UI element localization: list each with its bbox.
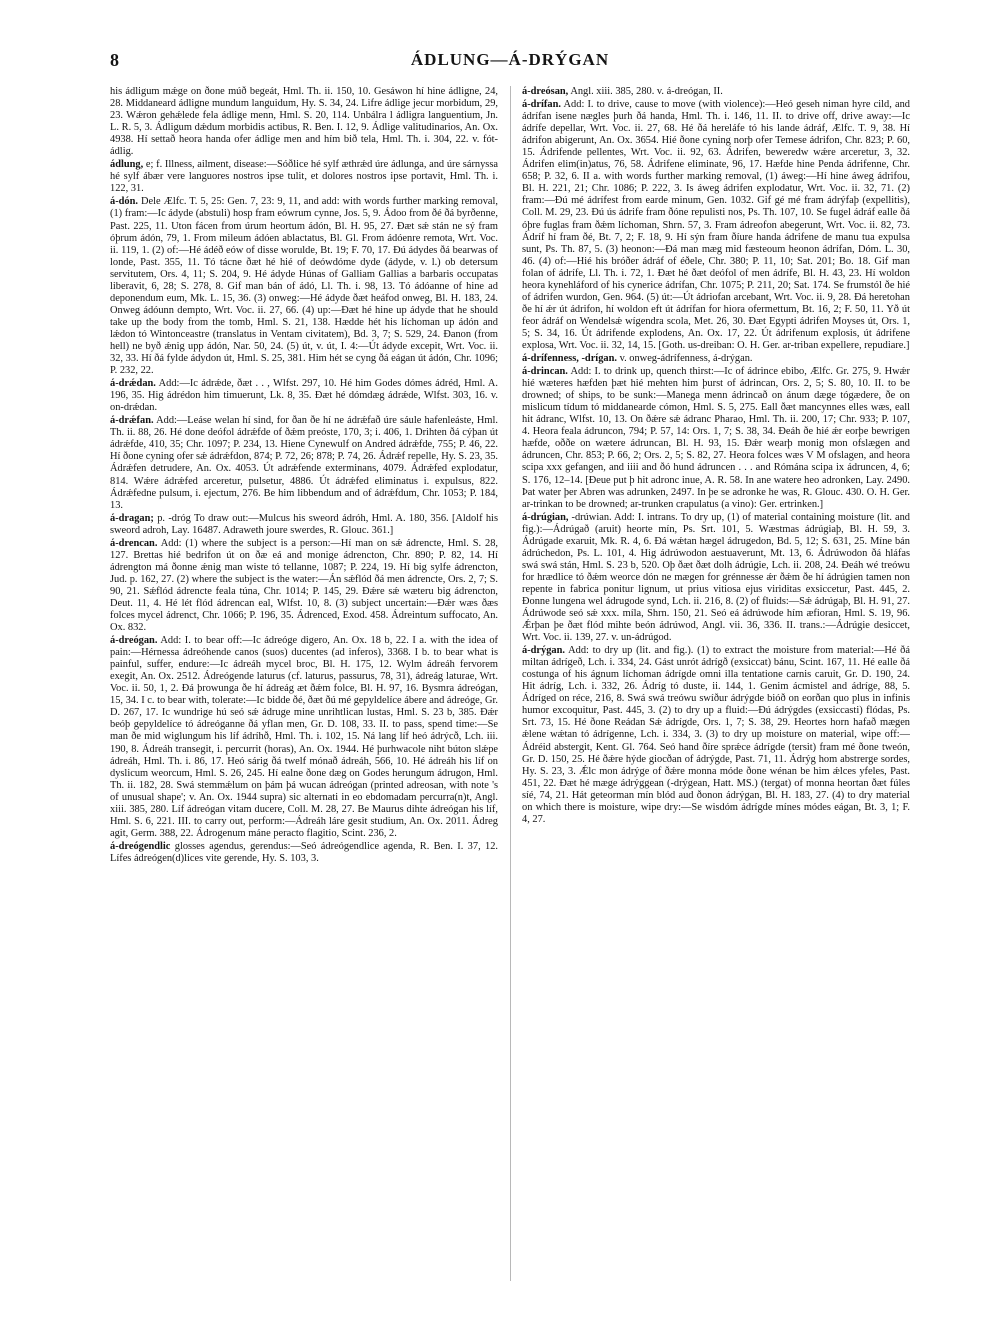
entry-headword: á-drǽdan. [110,378,156,390]
entry-text: Dele Ælfc. T. 5, 25: Gen. 7, 23: 9, 11, and add: with words further marking removal, (1) fram:—Ic ádyde (abstuli) hosp fram eówrum cynne, Jos. 5, 9. Ádoo from ðé ðá byrðenne, Past. 225, 11. Uton fácen from úrum heortum ádón, Bl. H. 95, 27. Ðæt sǽ stán ne sý fram óþrum ádón, 79, 1. From mileum ádóen ablactatus, Bl. Gl. From ádóenre remota, Wrt. Voc. ii. 119, 1. (2) of:—Hé ádéð eów of disse worulde, Bt. 19; F. 70, 17. Ðú ádydes ðá bearwas of londe, Past. 355, 11. Tó tácne ðæt hé hié of deówdóme dyde (ádyde, v. l.) ob detersum servitutem, Ors. 4, 11; S. 204, 9. Hé ádyde Húnas of Galliam Gallias a barbaris occupatas liberavit, 6, 28; S. 278, 8. Gif man bán of ádó, Ll. Th. i. 98, 13. Tó ádóanne of hine ad deponendum eum, Mk. L. 15, 36. (3) onweg:—Hé ádyde ðæt heáfod onweg, Bl. H. 183, 24. Onweg ádóunn dempto, Wrt. Voc. ii. 27, 66. (4) up:—Ðæt hé hine up ádyde that he should take up the body from the tomb, Hml. S. 21, 138. Hædde hét his líchoman up ádón and lǽdon tó Wintonceastre (translatus in Ventam civitatem), Bd. 3, 7; S. 529, 24. Ðanon (from hell) ne byð ǽnig upp ádón, Nar. 50, 24. (5) út, v. út, I. 4:—Út ádyde excepit, Wrt. Voc. ii. 32, 33. Hí ðá fylde ádydon út, Hml. S. 25, 381. Him hét se cyng ðá eágan út ádón, Chr. 1096; P. 232, 22. [110,196,498,377]
entry-headword: á-drúgian, [522,511,569,523]
right-column [522,86,910,1296]
dictionary-entry [110,196,498,377]
entry-text: Add: (1) where the subject is a person:—Hí man on sǽ ádrencte, Hml. S. 28, 127. Brettas hié bedrifon út on ðæ eá and monige ádrencton, Chr. 890; P. 82, 14. Hí ádrengton má ðonne ǽnig man wiste tó tellanne, 1087; P. 224, 19. Hí big sylfe ádrencton, Jud. p. 162, 27. (2) where the subject is the water:—Án sǽflód ðá men ádrencte, Ors. 2, 7; S. 90, 21. Sǽflód ádrencte feala túna, Chr. 1014; P. 145, 29. Ðǽre sǽ wæteru big ádrencton, Deut. 11, 4. Hé lét flód ádrencan eal, Wlfst. 10, 8. (3) subject uncertain:—Ðǽr wæs ðæs folces mycel ádrenct, Chr. 1066; P. 196, 35. Ádrenced, Exod. 458. Ádreintum suffocato, An. Ox. 832. [110,537,498,634]
dictionary-entry [522,99,910,352]
entry-text: Add: I. to bear off:—Ic ádreóge digero, An. Ox. 18 b, 22. I a. with the idea of pain:—Hérnessa ádreóhende canos (suos) ducentes (ad inferos), 3368. I b. to bear what is painful, suffer, endure:—Ic ádreáh mycel broc, Bl. H. 175, 12. Wylm ádreáh fervorem exegit, An. Ox. 2512. Ádreógende laturus (cf. laturus, passurus, 78, 31), ádreág laturae, Wrt. Voc. ii. 50, 1, 2. Ðá þrowunga ðe hí ádreág æt ðǽm folce, Bl. H. 97, 16. Bysmra ádreógan, 15, 34. I c. to bear with, tolerate:—Ic bidde ðé, ðæt ðú mé gepyldelíce ábere and ádreóge, Gr. D. 267, 17. Ic wundrige hú seó sǽ ádruge mine unrihtlican lustas, Hml. S. 23 b, 385. Ðǽr beóþ gepyldelíce tó ádreóganne ðá yflan men, Gr. D. 108, 33. II. to pass, spend time:—Se man ðe mid wiglungum his líf ádríhð, Hml. Th. i. 102, 15. Ná lang líf heó ádrýcð, Lch. iii. 190, 8. Ádreáh transegit, i. percurrit (horas), An. Ox. 1944. Hé þurhwacole niht búton slǽpe ádreáh, Hml. Th. i. 86, 17. Heó sárig ðá twelf mónað ádreáh, 566, 10. Hé ádreáh his líf on dyslicum weorcum, Hml. S. 26, 245. Hí ealne ðone dæg on Godes herungum ádrugon, Hml. Th. ii. 182, 28. Swá stemmǽlum on þám þá wucan ádreógan (printed adreosan, with note 's of unusual shape'; v. An. Ox. 1944 supra) sic alternati in eo ebdomadam percurra(n)t, Angl. xiii. 385, 280. Líf ádreógan vitam ducere, Coll. M. 28, 27. Be Maurus dihte ádreógan his líf, Hml. S. 6, 221. III. to carry out, perform:—Ádreáh láre gesit studium, An. Ox. 2011. Ádreg agit, Germ. 388, 22. Ádrogenum máne peracto flagitio, Scint. 236, 2. [110,635,498,839]
entry-text: -drúwian. Add: I. intrans. To dry up, (1) of material containing moisture (lit. and fig.):—Ádrúgað (aruit) heorte mín, Ps. Srt. 101, 5. Wæstmas ádrúgiaþ, Bl. H. 59, 3. Ádrúgade exaruit, Mk. R. 4, 6. Ðá wǽtan hægel ádrugedon, Bd. 5, 12; S. 631, 25. Míne bán ádrúchedon, Ps. L. 101, 4. Hig ádrúwodon aestuaverunt, Mt. 13, 6. Ádrúwodon ðá hláfas swá swá stán, Hml. S. 23 b, 520. Oþ ðæt ðæt dolh ádrúgie, Lch. ii. 208, 24. Ðeáh wé treówu for hrædlice tó ðǽm weorce dón ne mægen for grénnesse ǽr ðǽm ðe hí ádrúgien tamen non repente in fabrica ponitur lignum, ut prius vitiosa ejus viriditas exsiccetur, Past. 445, 2. Ðonne lungena wel ádrugode synd, Lch. ii. 216, 8. (2) of fluids:—Sǽ ádrúgaþ, Bl. H. 91, 27. Ádrúwode seó sǽ xxx. míla, Shrn. 150, 21. Seó eá ádrúwode hím æfioran, Hml. S. 19, 96. Ǽrþan þe ðæt flód mihte beón ádrúwod, Angl. vii. 36, 336. II. trans.:—Ádrúgie desiccet, Wrt. Voc. ii. 139, 27. v. un-ádrúgod. [522,511,910,644]
page-number: 8 [110,50,119,70]
entry-headword: á-drífan. [522,99,561,111]
left-column [110,86,498,1296]
entry-headword: ádlung, [110,159,144,171]
entry-text: his ádligum mǽge on ðone múð begeát, Hml. Th. ii. 150, 10. Gesáwon hí hine ádligne, 24, 28. Middaneard ádligne mundum languidum, Hy. S. 34, 24. Lifre ádlige jecur morbidum, 29, 23. Wǽron gehǽlede fela ádlige menn, Hml. S. 20, 114. Unbálra l ádligra languentium, Jn. L. R. 5, 3. Ádligum dǽdum morbidis actibus, R. Ben. I. 12, 9. Ádlige valitudinarios, An. Ox. 4938. Hí settað heora handa ofer ádlige men and hím bið tela, Hml. Th. i. 304, 22. v. fót-ádlig. [110,86,498,158]
entry-headword: á-drincan. [522,366,568,378]
dictionary-entry [110,86,498,158]
entry-text: p. -dróg To draw out:—Mulcus his sweord ádróh, Hml. A. 180, 356. [Aldolf his sweord adroh, Lay. 16487. Adraweth joure swerdes, R. Glouc. 361.] [110,512,498,536]
dictionary-entry [522,86,910,98]
running-head: ÁDLUNG—Á-DRÝGAN [410,50,610,69]
entry-text: v. onweg-ádrífenness, á-drýgan. [619,353,753,365]
dictionary-entry [110,513,498,537]
entry-headword: á-drencan. [110,537,158,549]
entry-text: Angl. xiii. 385, 280. v. á-dreógan, II. [570,86,723,97]
entry-text: Add:—Leáse welan hí sind, for ðan ðe hí ne ádrǽfað úre sáule hafenleáste, Hml. Th. ii. 88, 26. Hé done deófol ádrǽfde of ðǽm preóste, 170, 3; i. 406, 1. Drihten ðá cýþan út ádrǽfde, 410, 35; Chr. 1097; P. 234, 13. Hiene Cynewulf on Andred ádrǽfde, 755; P. 46, 22. Hí ðone cyning ofer sǽ ádrǽfdon, 874; P. 72, 26; 878; P. 74, 26. Ádrǽf repelle, Hy. S. 23, 35. Ádrǽfen detrudere, An. Ox. 4053. Út adrǽfende exterminans, 4079. Ádrǽfed explodatur, 814. Wǽre ádrǽfed arceretur, pulsetur, 4886. Út ádrǽfed eliminatus i. expulsus, 822. Ádrǽfedne pulsum, i. ejectum, 276. Be him libbendum and of ádrǽfdum, Chr. 1053; P. 184, 13. [110,415,498,511]
dictionary-entry [110,538,498,634]
entry-headword: á-dreósan, [522,86,569,97]
dictionary-entry [110,635,498,840]
dictionary-entry [522,645,910,826]
entry-headword: á-dreógendlic [110,840,171,852]
entry-headword: á-drǽfan. [110,415,154,427]
entry-text: Add:—Ic ádrǽde, ðæt . . , Wlfst. 297, 10. Hé him Godes dómes ádréd, Hml. A. 196, 35. Hig ádrédon him timuerunt, Lk. 8, 35. Ðæt hé dómdæg ádrǽde, Wlfst. 303, 16. v. on-drǽdan. [110,378,498,414]
dictionary-entry [522,353,910,365]
page-header [110,50,910,74]
entry-headword: á-drýgan. [522,645,566,657]
dictionary-entry [110,378,498,414]
entry-headword: á-dón. [110,196,139,208]
dictionary-entry [522,512,910,645]
dictionary-entry [522,366,910,511]
entry-text: e; f. Illness, ailment, disease:—Sóðlice hé sylf æthrǽd úre ádlunga, and úre sárnyssa hé sylf ábær vere languores nostros ipse tulit, et dolores nostros ipse portavit, Hml. Th. i. 122, 31. [110,159,498,195]
entry-headword: á-dragan; [110,512,154,524]
dictionary-entry [110,159,498,195]
entry-headword: á-dreógan. [110,635,158,647]
entry-text: Add: I. to drive, cause to move (with violence):—Heó geseh niman hyre cild, and ádrífan isene nægles þurh ðá handa, Hml. Th. i. 146, 11. II. to drive off, drive away:—Ic ádrífe depellar, Wrt. Voc. ii. 27, 68. Hé ðá hereláfe tó his lande ádráf, Ælfc. T. 9, 38. Hí ádrifon abigerunt, An. Ox. 3654. Hié ðone cyning norþ ofer Temese ádrifon, Chr. 823; P. 60, 15. Ádrifende pellentes, Wrt. Voc. ii. 92, 63. Ádrifen, beweredw wǽre arceretur, 3, 32. Ádrifen elim(in)atus, 76, 58. Ádrifene eliminate, 96, 17. Hæfde hine Penda ádrifenne, Chr. 658; P. 32, 6. II a. with words further marking removal, (1) áweg:—Hí hine áweg ádrifou, Bl. H. 221, 21; Chr. 1086; P. 222, 3. Is áweg ádrifen explodatur, Wrt. Voc. ii. 32, 71. (2) fram:—Ðú mé ádrífest from earde minum, Gen. 1032. Gif gé mé fram ádrýfaþ (expellitis), Coll. M. 29, 23. Ðú ús ádrife fram ðóne repulisti nos, Ps. Th. 107, 10. Se fugel ádráf ealle ðá óþre fuglas fram ðǽm líchoman, Shrn. 57, 3. Fram ádreofon abegerunt, Wrt. Voc. ii. 82, 73. Ádríf hí fram ðé, Bt. 7, 2; F. 18, 9. Hí sýn fram ðíure handa ádrifene de manu tua expulsa sunt, Ps. Th. 87, 5. (3) heonon:—Ðá man mæg mid fæsteoum heonon ádrífan, Dóm. L. 30, 46. (4) of:—Hié his bróðer ádráf of éðele, Chr. 380; P. 11, 10; Sat. 201; Bo. 18. Gif man folan of ádrífe, Ll. Th. i. 72, 1. Ðæt hé ðæt deófol of men ádrífe, Bl. H. 43, 23. Hí woldon heora kynehláford of his cynerice ádrífan, Chr. 1075; P. 211, 20; Sat. 174. Se frumstól ðe hié of ádrifen wurdon, Gen. 964. (5) út:—Út ádriofan arcebant, Wrt. Voc. ii. 9, 28. Ðá heretohan ðe hí ǽr út ádrifon, hí woldon eft út ádrífan for hiora ofermettum, Bt. 16, 2; F. 50, 11. Yð út feor ádráf on Wendelsǽ wígendra scola, Met. 26, 30. Ðæt Egypti ádrifen Moyses út, Ors. 1, 5; S. 34, 16. Út ádrifende explodens, An. Ox. 17, 22. Út ádrifenum explosis, út ádrifene explosa, Wrt. Voc. ii. 32, 14, 15. [Goth. us-dreiban: O. H. Ger. ar-triban expellere, repudiare.] [522,99,910,351]
column-divider [510,86,511,1281]
dictionary-entry [110,841,498,865]
entry-headword: á-drífenness, -drígan. [522,353,617,365]
dictionary-entry [110,415,498,511]
entry-text: Add: to dry up (lit. and fig.). (1) to extract the moisture from material:—Hé ðá miltan ádrígeð, Lch. i. 334, 24. Gást unrót ádrígð (exsiccat) bánu, Scint. 167, 11. Hé ealle ðá costunga of his ágnum líchoman ádrígde omni illa tentatione carnis caruit, Gr. D. 190, 24. Hit ádríg, Lch. i. 332, 26. Ádríg tó duste, ii. 144, 1. Genim ácmistel and ádríge, 88, 5. Ádríged on réce, 216, 8. Swá swá treówu swíður ádrýgde bióð on eorðan quo plus in infinis humor excoquitur, Past. 445, 3. (2) to dry up a fluid:—Ðú ádrýgdes (exsiccasti) flódas, Ps. Srt. 73, 15. Hé ðone Reádan Sǽ ádrígde, Ors. 1, 7; S. 38, 29. Heortes horn hafað mægen ǽlene wǽtan tó ádrígenne, Lch. i. 334, 3. (3) to dry up moisture on material, wipe off:—Ádréid abstergit, Kent. Gl. 764. Seó hand ðíre sprǽce ádrígde (tersit) fram mé ðone tweón, Gr. D. 150, 25. Hé ðǽre hýde giocðan of ádrýgde, Past. 71, 11. Ádrýg hom abstrerge sordes, Hy. S. 23, 3. Ǽlc mon ádrýge of ðǽre monna móde ðone wénan be him ǽlces yfeles, Past. 451, 22. Ðæt hé mæge ádrýggean (-drýgean, Hatt. MS.) (tergat) of monna heortan ðæt fúles síé, 74, 21. Hát geteorman mín blód aud ðonon ádrýgan, Bl. H. 183, 27. (4) to dry material on which there is moisture, wipe dry:—Se wisdóm ádrígde mínes módes eágan, Bt. 3, 1; F. 4, 27. [522,645,910,825]
entry-text: glosses agendus, gerendus:—Seó ádreógendlice agenda, R. Ben. I. 37, 12. Lífes ádreógen(d)lices vite gerende, Hy. S. 103, 3. [110,840,498,864]
entry-text: Add: I. to drink up, quench thirst:—Ic of ádrince ebibo, Ælfc. Gr. 275, 9. Hwǽr hié wæteres hæfden þæt hié mehten him þurst of ádrincan, Ors. 2, 5; S. 80, 10. II. to be drowned; of ships, to be sunk:—Manega menn ádrincað on ánum dæge tógædere, ðe on mislicum tídum tó middanearde cómon, Hml. S. 5, 275. Eall ðæt mancynnes elles wæs, eall hit ádranc, Wlfst. 10, 13. On ðǽre sǽ ádranc Pharao, Hml. Th. ii. 200, 17; Chr. 933; P. 107, 4. Heora feala ádruncon, 794; P. 57, 14: Ors. 1, 7; S. 38, 34. Ðeáh ðe hié ǽr eorþe bewrigen hæfde, oððe on wætere ádruncan, Bl. H. 93, 15. Ðǽr wearþ monig mon ofslægen and ádruncen, Chr. 853; P. 66, 2; Ors. 2, 5; S. 82, 27. Heora folces wæs V M ofslagen, and heora scipa xxx gefangen, and iiii and ðó hund ádruncen . . . and Rómána scipa ix ádruncen, 4, 6; S. 176, 12–14. [Ðeue put þ hit adronc inue, A. R. 58. In ane watere heo adronken, Lay. 2490. Þat water þer Abren was adrunken, 2497. In þe se adronke he was, R. Glouc. 430. O. H. Ger. ar-trinkan to be drowned; ar-trunken crapulatus (a vino): Ger. ertrinken.] [522,366,910,510]
